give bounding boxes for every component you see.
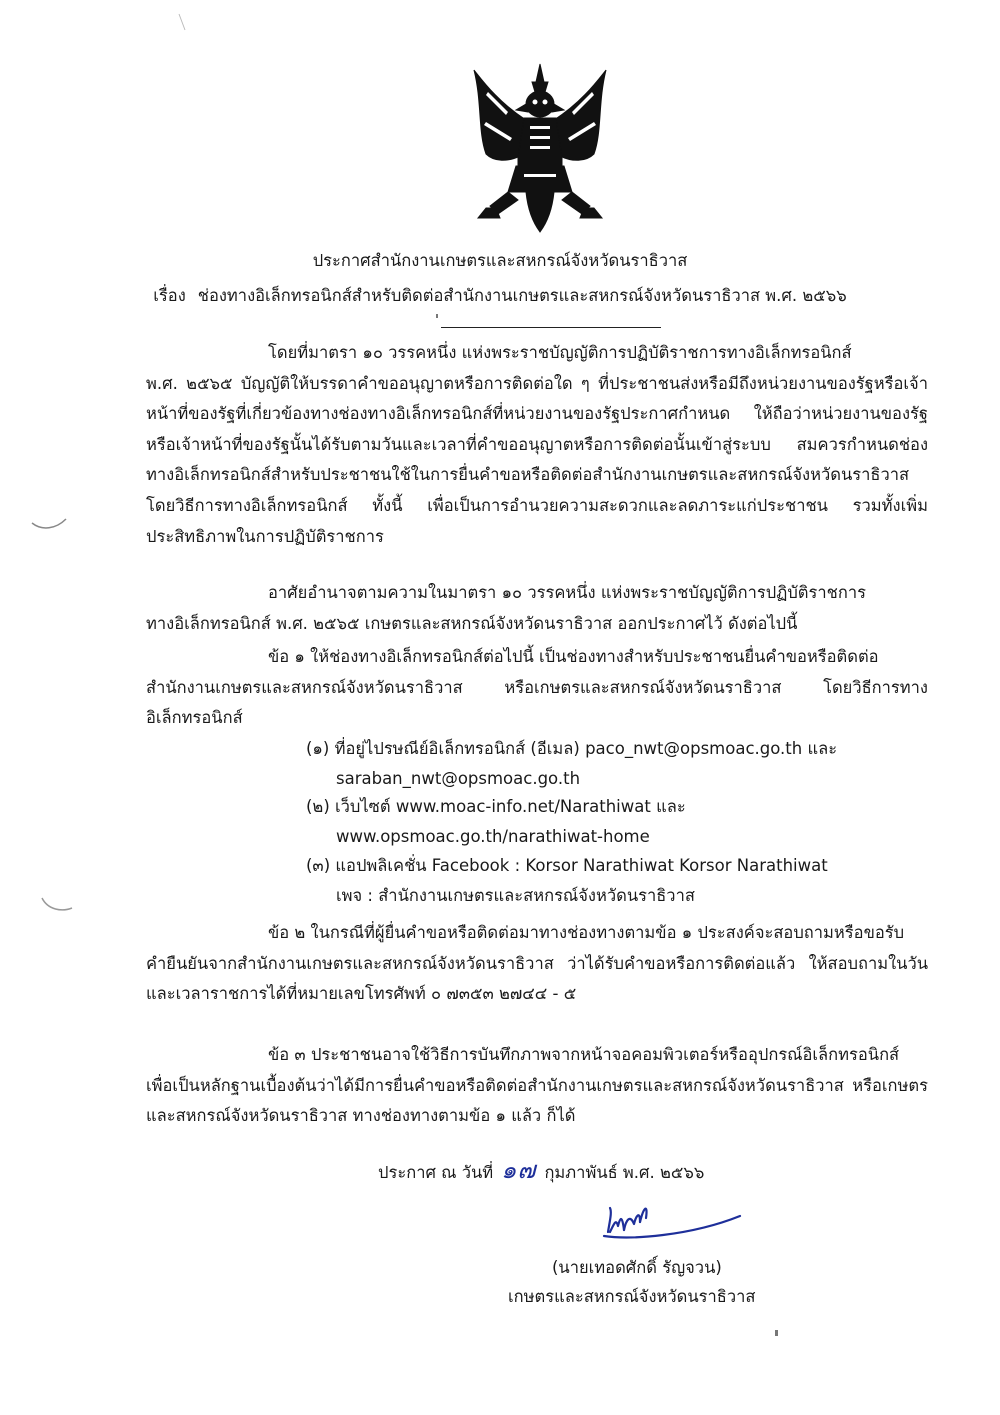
clause-1 — [146, 642, 928, 734]
scan-mark — [30, 505, 70, 535]
subject-text: ช่องทางอิเล็กทรอนิกส์สำหรับติดต่อสำนักงานเกษตรและสหกรณ์จังหวัดนราธิวาส พ.ศ. ๒๕๖๖ — [197, 286, 847, 305]
channel-facebook: (๓) แอปพลิเคชั่น Facebook : Korsor Narathiwat Korsor Narathiwat — [306, 856, 828, 875]
scan-speck — [436, 314, 438, 318]
announcement-subject — [0, 283, 1000, 309]
scan-mark — [173, 10, 193, 34]
clause-1-body: สำนักงานเกษตรและสหกรณ์จังหวัดนราธิวาส หรือเกษตรและสหกรณ์จังหวัดนราธิวาส โดยวิธีการทางอิเล็กทรอนิกส์ — [146, 677, 928, 728]
channel-email-continued: saraban_nwt@opsmoac.go.th — [336, 769, 581, 788]
clause-3-first-line: ข้อ ๓ ประชาชนอาจใช้วิธีการบันทึกภาพจากหน้าจอคอมพิวเตอร์หรืออุปกรณ์อิเล็กทรอนิกส์ — [268, 1045, 900, 1064]
date-day-handwritten: ๑๗ — [501, 1156, 537, 1184]
clause-1-first-line: ข้อ ๑ ให้ช่องทางอิเล็กทรอนิกส์ต่อไปนี้ เป็นช่องทางสำหรับประชาชนยื่นคำขอหรือติดต่อ — [268, 647, 879, 666]
clause-3 — [146, 1040, 928, 1132]
preamble-body: พ.ศ. ๒๕๖๕ บัญญัติให้บรรดาคำขออนุญาตหรือการติดต่อใด ๆ ที่ประชาชนส่งหรือมีถึงหน่วยงานของรัฐหรือเจ้าหน้าที่ของรัฐที่เกี่ยวข้องทางช่องทางอิเล็กทรอนิกส์ที่หน่วยงานของรัฐประกาศกำหนด ให้ถือว่าหน่วยงานของรัฐหรือเจ้าหน้าที่ของรัฐนั้นได้รับตามวันและเวลาที่คำขออนุญาตหรือการติดต่อนั้นเข้าสู่ระบบ สมควรกำหนดช่องทางอิเล็กทรอนิกส์สำหรับประชาชนใช้ในการยื่นคำขอหรือติดต่อสำนักงานเกษตรและสหกรณ์จังหวัดนราธิวาส โดยวิธีการทางอิเล็กทรอนิกส์ ทั้งนี้ เพื่อเป็นการอำนวยความสะดวกและลดภาระแก่ประชาชน รวมทั้งเพิ่มประสิทธิภาพในการปฏิบัติราชการ — [146, 373, 928, 546]
scan-speck — [775, 1330, 778, 1336]
handwritten-signature — [600, 1196, 750, 1256]
clause-2-body: คำยืนยันจากสำนักงานเกษตรและสหกรณ์จังหวัดนราธิวาส ว่าได้รับคำขอหรือการติดต่อแล้ว ให้สอบถามในวันและเวลาราชการได้ที่หมายเลขโทรศัพท์ ๐ ๗๓๕๓ ๒๗๔๔ - ๕ — [146, 953, 928, 1004]
announcement-title: ประกาศสำนักงานเกษตรและสหกรณ์จังหวัดนราธิวาส — [312, 251, 688, 270]
channel-email: (๑) ที่อยู่ไปรษณีย์อิเล็กทรอนิกส์ (อีเมล) paco_nwt@opsmoac.go.th และ — [306, 739, 838, 758]
garuda-emblem-icon — [468, 62, 612, 234]
announcement-date — [378, 1150, 704, 1189]
authority-paragraph — [146, 578, 928, 639]
scan-mark — [38, 890, 78, 920]
subject-label: เรื่อง — [153, 286, 186, 305]
date-prefix: ประกาศ ณ วันที่ — [378, 1163, 494, 1182]
channel-facebook-page: เพจ : สำนักงานเกษตรและสหกรณ์จังหวัดนราธิวาส — [336, 886, 695, 905]
preamble-first-line: โดยที่มาตรา ๑๐ วรรคหนึ่ง แห่งพระราชบัญญัติการปฏิบัติราชการทางอิเล็กทรอนิกส์ — [268, 343, 852, 362]
clause-2-first-line: ข้อ ๒ ในกรณีที่ผู้ยื่นคำขอหรือติดต่อมาทางช่องทางตามข้อ ๑ ประสงค์จะสอบถามหรือขอรับ — [268, 923, 905, 942]
title-divider — [441, 327, 661, 328]
authority-body: ทางอิเล็กทรอนิกส์ พ.ศ. ๒๕๖๕ เกษตรและสหกรณ์จังหวัดนราธิวาส ออกประกาศไว้ ดังต่อไปนี้ — [146, 613, 798, 633]
preamble-paragraph — [146, 338, 928, 552]
signer-name: (นายเทอดศักดิ์ รัญจวน) — [552, 1258, 722, 1277]
date-month-year: กุมภาพันธ์ พ.ศ. ๒๕๖๖ — [544, 1163, 705, 1182]
clause-3-body: เพื่อเป็นหลักฐานเบื้องต้นว่าได้มีการยื่นคำขอหรือติดต่อสำนักงานเกษตรและสหกรณ์จังหวัดนราธิวาส หรือเกษตรและสหกรณ์จังหวัดนราธิวาส ทางช่องทางตามข้อ ๑ แล้ว ก็ได้ — [146, 1075, 928, 1126]
clause-2 — [146, 918, 928, 1010]
channel-website: (๒) เว็บไซต์ www.moac-info.net/Narathiwat และ — [306, 797, 686, 816]
signer-position: เกษตรและสหกรณ์จังหวัดนราธิวาส — [508, 1287, 756, 1306]
authority-first-line: อาศัยอำนาจตามความในมาตรา ๑๐ วรรคหนึ่ง แห่งพระราชบัญญัติการปฏิบัติราชการ — [268, 583, 866, 602]
channel-website-continued: www.opsmoac.go.th/narathiwat-home — [336, 827, 650, 846]
